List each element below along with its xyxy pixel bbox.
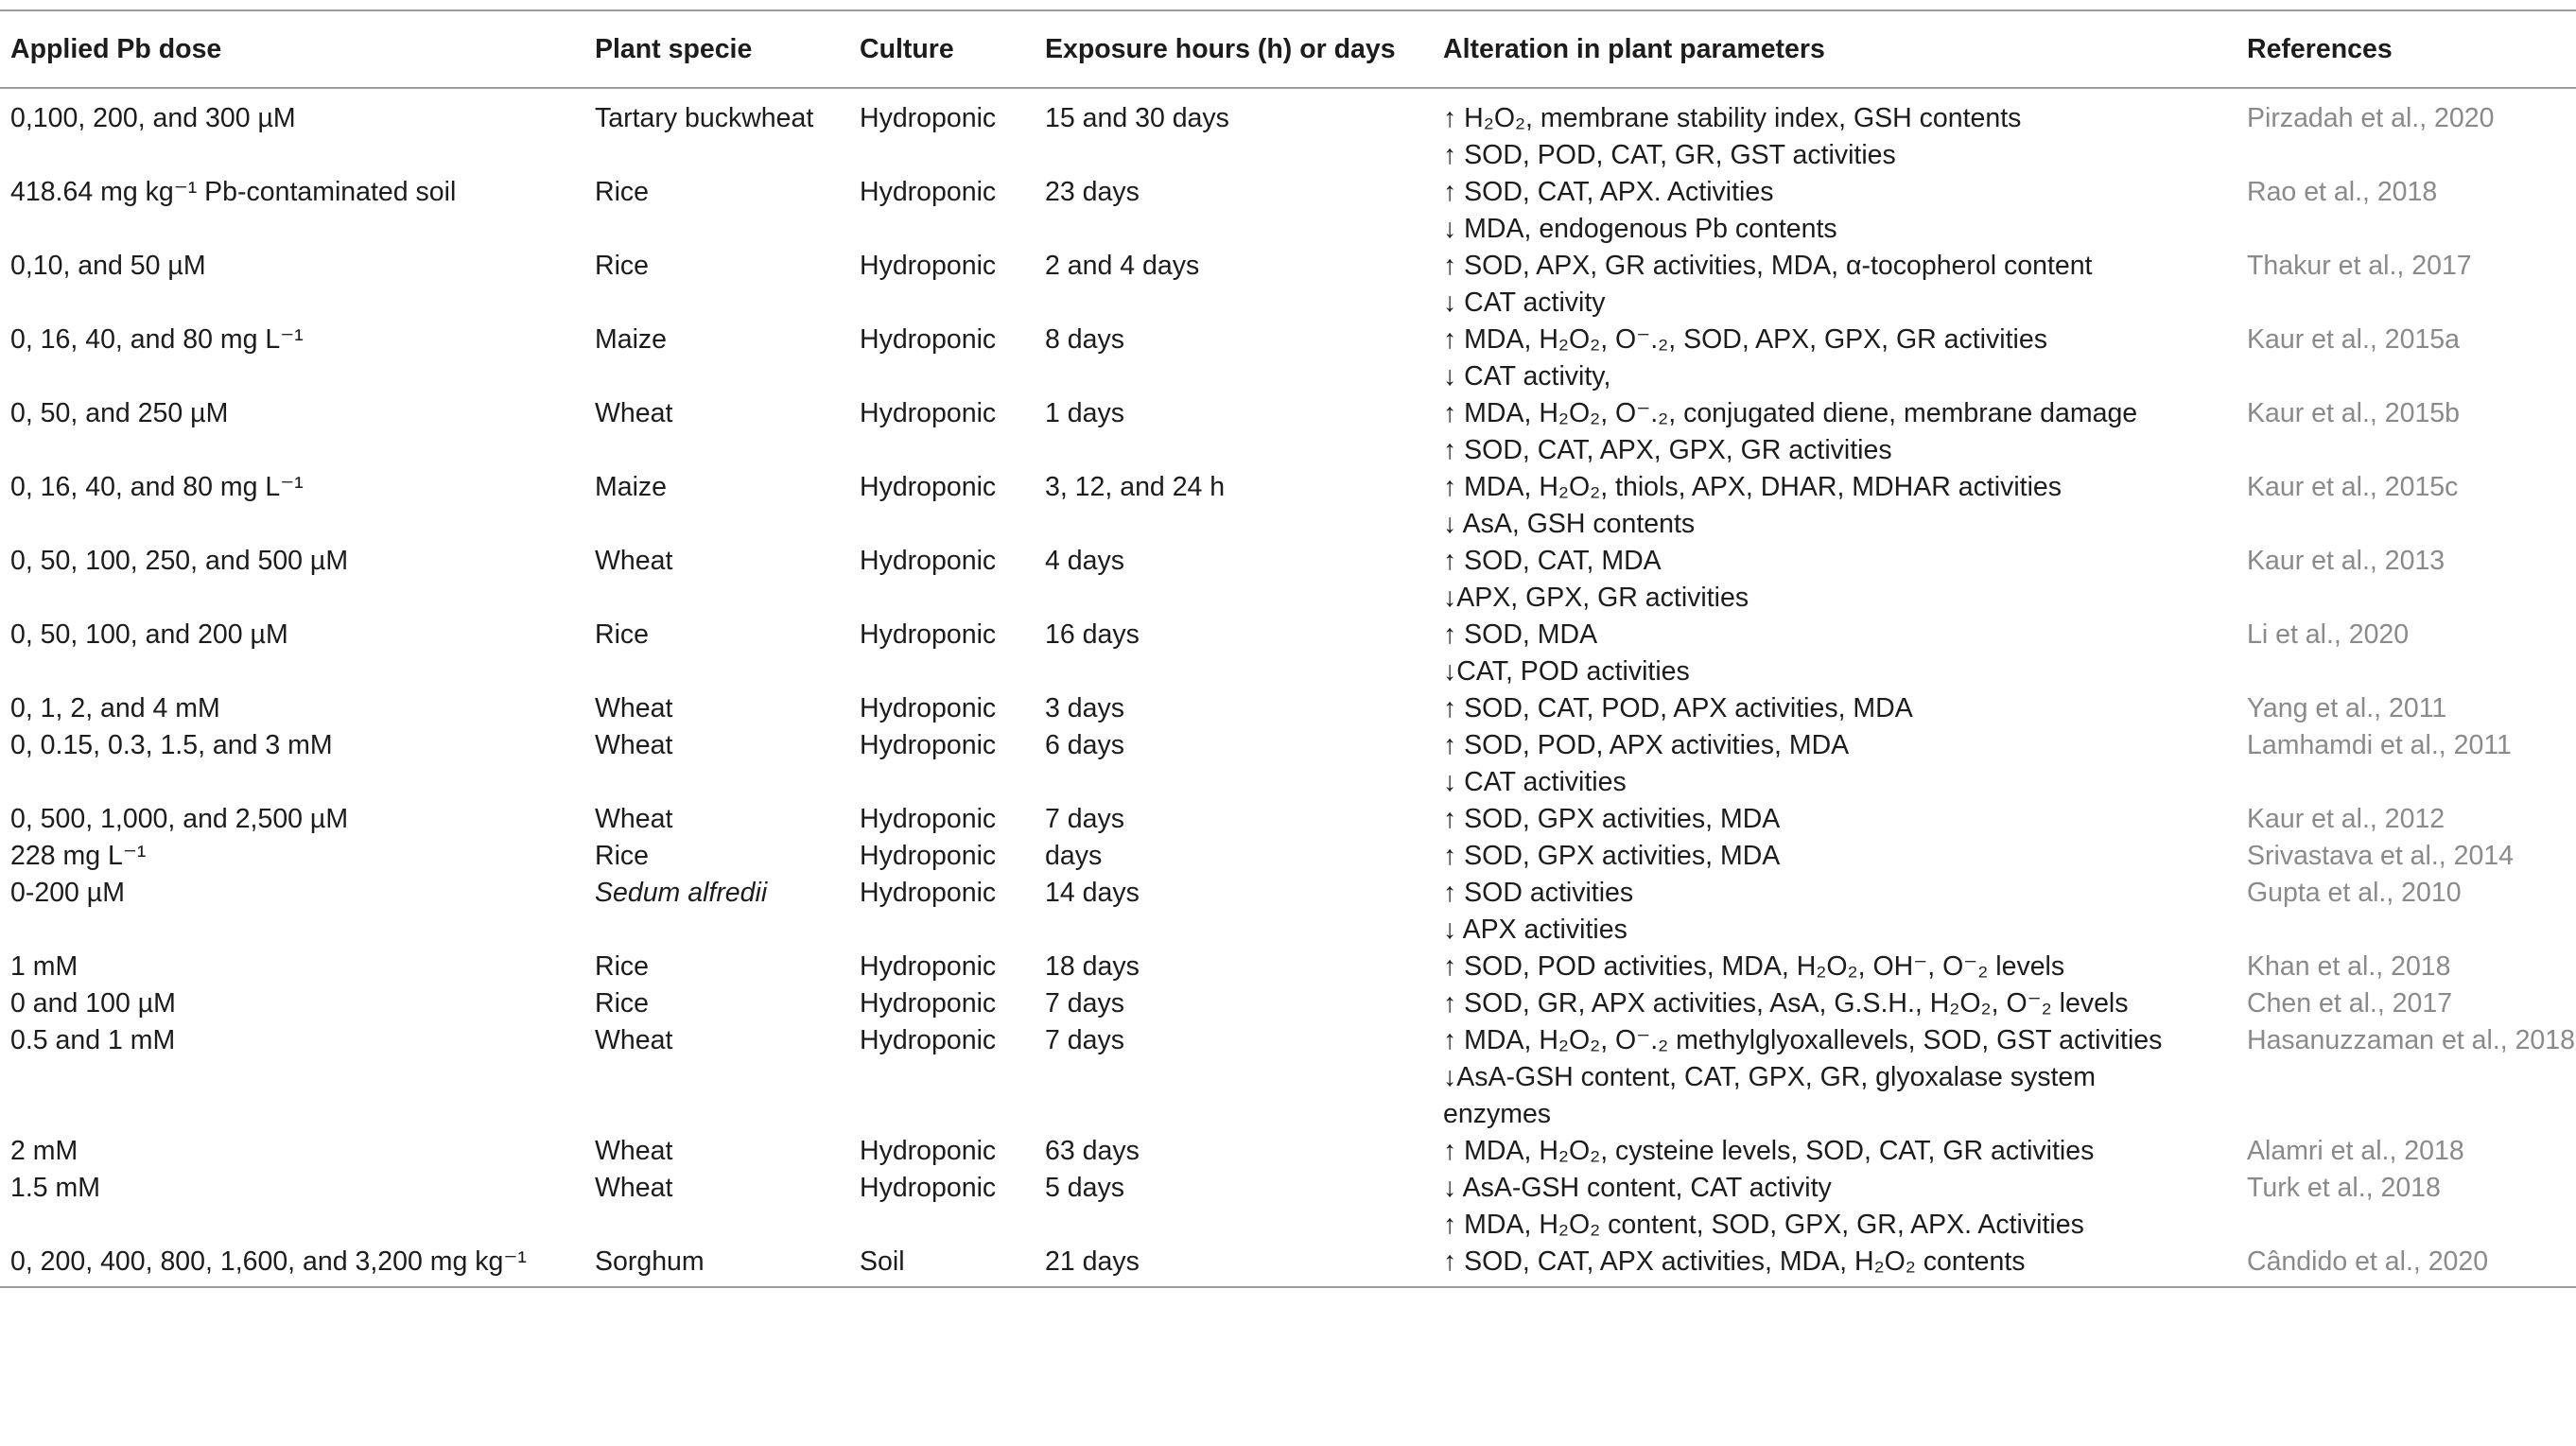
cell-culture: Hydroponic — [860, 951, 997, 982]
cell-reference: Srivastava et al., 2014 — [2247, 841, 2514, 871]
cell-alteration — [1433, 1170, 2237, 1244]
table-row — [0, 801, 2576, 838]
table-container — [0, 9, 2576, 1288]
cell-culture: Hydroponic — [860, 693, 997, 723]
cell-species: Wheat — [595, 1025, 673, 1055]
cell-alteration — [1433, 1244, 2237, 1287]
cell-reference: Hasanuzzaman et al., 2018 — [2247, 1025, 2575, 1055]
cell-alteration — [1433, 875, 2237, 949]
header-culture: Culture — [849, 10, 1035, 88]
alteration-line: ↑ SOD, POD, APX activities, MDA — [1443, 730, 1850, 760]
cell-species: Wheat — [595, 804, 673, 834]
header-row — [0, 10, 2576, 88]
alteration-line: ↑ SOD, MDA — [1443, 619, 1598, 650]
cell-alteration — [1433, 1022, 2237, 1133]
cell-exposure: 3 days — [1045, 693, 1124, 723]
alteration-line: ↑ SOD, APX, GR activities, MDA, α-tocopherol content — [1443, 251, 2093, 281]
cell-dose: 0 and 100 µM — [10, 988, 176, 1019]
cell-alteration — [1433, 727, 2237, 801]
cell-dose: 1.5 mM — [10, 1173, 101, 1203]
cell-culture: Hydroponic — [860, 546, 997, 576]
cell-reference: Chen et al., 2017 — [2247, 988, 2453, 1019]
alteration-line: ↓CAT, POD activities — [1443, 656, 1690, 687]
cell-alteration — [1433, 690, 2237, 727]
table-row — [0, 617, 2576, 690]
alteration-line: ↑ MDA, H₂O₂ content, SOD, GPX, GR, APX. Activities — [1443, 1210, 2084, 1240]
cell-reference: Kaur et al., 2015b — [2247, 398, 2460, 428]
table-row — [0, 543, 2576, 617]
cell-dose: 0.5 and 1 mM — [10, 1025, 176, 1055]
cell-species: Maize — [595, 472, 668, 502]
table-row — [0, 395, 2576, 469]
alteration-line: ↑ SOD, POD activities, MDA, H₂O₂, OH⁻, O⁻₂ levels — [1443, 951, 2065, 982]
cell-species: Rice — [595, 251, 650, 281]
cell-reference: Rao et al., 2018 — [2247, 177, 2438, 207]
cell-species — [584, 875, 849, 949]
cell-dose: 0, 50, and 250 µM — [10, 398, 229, 428]
cell-alteration — [1433, 838, 2237, 875]
table-row — [0, 838, 2576, 875]
alteration-line: ↑ SOD, CAT, APX, GPX, GR activities — [1443, 435, 1892, 465]
cell-exposure: 4 days — [1045, 546, 1124, 576]
cell-species: Wheat — [595, 1136, 673, 1166]
table-row — [0, 469, 2576, 543]
cell-culture: Hydroponic — [860, 103, 997, 133]
alteration-line: ↓ APX activities — [1443, 915, 1627, 945]
cell-alteration — [1433, 617, 2237, 690]
cell-dose: 1 mM — [10, 951, 78, 982]
cell-exposure: 23 days — [1045, 177, 1140, 207]
cell-exposure: 21 days — [1035, 1244, 1433, 1287]
alteration-line: ↑ SOD, POD, CAT, GR, GST activities — [1443, 140, 1896, 170]
cell-culture: Hydroponic — [860, 841, 997, 871]
alteration-line: ↓ CAT activity — [1443, 287, 1606, 318]
cell-exposure: 3, 12, and 24 h — [1045, 472, 1226, 502]
cell-species: Rice — [595, 951, 650, 982]
cell-exposure: 15 and 30 days — [1045, 103, 1229, 133]
table-row — [0, 1133, 2576, 1170]
cell-alteration — [1433, 395, 2237, 469]
cell-reference: Gupta et al., 2010 — [2247, 878, 2462, 908]
alteration-line: ↓AsA-GSH content, CAT, GPX, GR, glyoxalase system — [1443, 1062, 2097, 1092]
cell-exposure: 16 days — [1045, 619, 1140, 650]
alteration-line: ↓ AsA, GSH contents — [1443, 509, 1696, 539]
cell-dose: 0,100, 200, and 300 µM — [10, 103, 296, 133]
cell-exposure: 1 days — [1045, 398, 1124, 428]
cell-culture: Hydroponic — [860, 878, 997, 908]
cell-culture: Hydroponic — [860, 472, 997, 502]
cell-reference: Li et al., 2020 — [2247, 619, 2410, 650]
cell-alteration — [1433, 985, 2237, 1022]
cell-dose: 228 mg L⁻¹ — [10, 841, 147, 871]
cell-exposure: 63 days — [1045, 1136, 1140, 1166]
table-row — [0, 174, 2576, 248]
alteration-line: ↓ CAT activity, — [1443, 361, 1611, 392]
table-row — [0, 248, 2576, 322]
cell-reference: Yang et al., 2011 — [2247, 693, 2447, 723]
alteration-line: ↓APX, GPX, GR activities — [1443, 583, 1749, 613]
cell-species: Rice — [595, 177, 650, 207]
table-row — [0, 1170, 2576, 1244]
alteration-line: ↑ SOD, CAT, APX activities, MDA, H₂O₂ contents — [1443, 1246, 2026, 1277]
cell-dose: 2 mM — [10, 1136, 78, 1166]
table-row — [0, 322, 2576, 395]
alteration-line: ↑ MDA, H₂O₂, O⁻.₂ methylglyoxallevels, SOD, GST activities — [1443, 1025, 2163, 1055]
alteration-line: ↑ SOD, GPX activities, MDA — [1443, 841, 1781, 871]
cell-reference: Khan et al., 2018 — [2247, 951, 2451, 982]
cell-species: Sorghum — [584, 1244, 849, 1287]
alteration-line: ↓ MDA, endogenous Pb contents — [1443, 214, 1837, 244]
cell-exposure: 2 and 4 days — [1045, 251, 1200, 281]
cell-reference: Kaur et al., 2012 — [2247, 804, 2445, 834]
cell-reference: Kaur et al., 2015c — [2247, 472, 2459, 502]
cell-dose: 0-200 µM — [10, 878, 125, 908]
cell-exposure: 8 days — [1045, 324, 1124, 355]
cell-dose: 0, 0.15, 0.3, 1.5, and 3 mM — [10, 730, 333, 760]
header-dose: Applied Pb dose — [0, 10, 584, 88]
cell-exposure: 7 days — [1045, 804, 1124, 834]
alteration-line: ↑ MDA, H₂O₂, O⁻.₂, SOD, APX, GPX, GR activities — [1443, 324, 2047, 355]
cell-culture: Hydroponic — [860, 251, 997, 281]
cell-culture: Hydroponic — [860, 1136, 997, 1166]
cell-dose: 0, 1, 2, and 4 mM — [10, 693, 220, 723]
cell-culture: Soil — [849, 1244, 1035, 1287]
cell-reference: Thakur et al., 2017 — [2247, 251, 2472, 281]
table-row — [0, 949, 2576, 985]
cell-dose: 0, 16, 40, and 80 mg L⁻¹ — [10, 472, 304, 502]
alteration-line: enzymes — [1443, 1099, 1552, 1129]
alteration-line: ↑ SOD, GR, APX activities, AsA, G.S.H., H₂O₂, O⁻₂ levels — [1443, 988, 2129, 1019]
cell-reference: Kaur et al., 2013 — [2247, 546, 2445, 576]
cell-species: Tartary buckwheat — [595, 103, 814, 133]
table-row — [0, 1022, 2576, 1133]
cell-culture: Hydroponic — [860, 988, 997, 1019]
cell-alteration — [1433, 1133, 2237, 1170]
cell-species: Maize — [595, 324, 668, 355]
table-row — [0, 690, 2576, 727]
cell-alteration — [1433, 174, 2237, 248]
cell-reference: Kaur et al., 2015a — [2247, 324, 2460, 355]
cell-species: Rice — [595, 841, 650, 871]
table-row — [0, 1244, 2576, 1287]
header-references: References — [2237, 10, 2576, 88]
cell-species: Rice — [595, 988, 650, 1019]
cell-reference: Lamhamdi et al., 2011 — [2247, 730, 2512, 760]
cell-alteration — [1433, 543, 2237, 617]
cell-alteration — [1433, 248, 2237, 322]
cell-exposure: 5 days — [1045, 1173, 1124, 1203]
cell-species: Wheat — [595, 1173, 673, 1203]
table-row — [0, 727, 2576, 801]
cell-species: Wheat — [595, 398, 673, 428]
header-species: Plant specie — [584, 10, 849, 88]
alteration-line: ↑ H₂O₂, membrane stability index, GSH contents — [1443, 103, 2022, 133]
cell-culture: Hydroponic — [860, 398, 997, 428]
cell-culture: Hydroponic — [860, 619, 997, 650]
cell-dose: 0, 200, 400, 800, 1,600, and 3,200 mg kg⁻¹ — [0, 1244, 584, 1287]
cell-alteration — [1433, 88, 2237, 174]
cell-dose: 0, 500, 1,000, and 2,500 µM — [10, 804, 349, 834]
header-alteration: Alteration in plant parameters — [1433, 10, 2237, 88]
table-row — [0, 88, 2576, 174]
cell-dose: 0, 50, 100, and 200 µM — [10, 619, 288, 650]
cell-alteration — [1433, 801, 2237, 838]
cell-dose: 0, 50, 100, 250, and 500 µM — [10, 546, 349, 576]
alteration-line: ↓ AsA-GSH content, CAT activity — [1443, 1173, 1832, 1203]
cell-species: Rice — [595, 619, 650, 650]
cell-alteration — [1433, 469, 2237, 543]
cell-culture: Hydroponic — [860, 804, 997, 834]
cell-dose: 418.64 mg kg⁻¹ Pb-contaminated soil — [10, 177, 457, 207]
cell-reference: Cândido et al., 2020 — [2237, 1244, 2576, 1287]
species-italic: Sedum alfredii — [595, 878, 768, 908]
cell-culture: Hydroponic — [860, 177, 997, 207]
alteration-line: ↑ MDA, H₂O₂, thiols, APX, DHAR, MDHAR activities — [1443, 472, 2062, 502]
table-row — [0, 985, 2576, 1022]
table-body — [0, 88, 2576, 1287]
cell-species: Wheat — [595, 730, 673, 760]
cell-exposure: 14 days — [1045, 878, 1140, 908]
cell-reference: Alamri et al., 2018 — [2247, 1136, 2464, 1166]
cell-exposure: 7 days — [1045, 988, 1124, 1019]
cell-exposure: 7 days — [1045, 1025, 1124, 1055]
cell-alteration — [1433, 322, 2237, 395]
table-row — [0, 875, 2576, 949]
alteration-line: ↓ CAT activities — [1443, 767, 1627, 797]
cell-alteration — [1433, 949, 2237, 985]
cell-culture: Hydroponic — [860, 1025, 997, 1055]
pb-stress-table — [0, 9, 2576, 1288]
alteration-line: ↑ SOD, CAT, APX. Activities — [1443, 177, 1774, 207]
cell-dose: 0, 16, 40, and 80 mg L⁻¹ — [10, 324, 304, 355]
cell-species: Wheat — [595, 693, 673, 723]
cell-species: Wheat — [595, 546, 673, 576]
alteration-line: ↑ MDA, H₂O₂, O⁻.₂, conjugated diene, membrane damage — [1443, 398, 2138, 428]
cell-reference: Pirzadah et al., 2020 — [2247, 103, 2495, 133]
cell-reference: Turk et al., 2018 — [2247, 1173, 2441, 1203]
cell-exposure: 18 days — [1045, 951, 1140, 982]
alteration-line: ↑ SOD activities — [1443, 878, 1634, 908]
cell-dose: 0,10, and 50 µM — [10, 251, 206, 281]
alteration-line: ↑ MDA, H₂O₂, cysteine levels, SOD, CAT, GR activities — [1443, 1136, 2095, 1166]
cell-exposure: 6 days — [1045, 730, 1124, 760]
cell-culture: Hydroponic — [860, 324, 997, 355]
alteration-line: ↑ SOD, CAT, POD, APX activities, MDA — [1443, 693, 1913, 723]
cell-culture: Hydroponic — [860, 730, 997, 760]
cell-exposure: days — [1045, 841, 1103, 871]
header-exposure: Exposure hours (h) or days — [1035, 10, 1433, 88]
alteration-line: ↑ SOD, CAT, MDA — [1443, 546, 1662, 576]
cell-culture: Hydroponic — [860, 1173, 997, 1203]
alteration-line: ↑ SOD, GPX activities, MDA — [1443, 804, 1781, 834]
